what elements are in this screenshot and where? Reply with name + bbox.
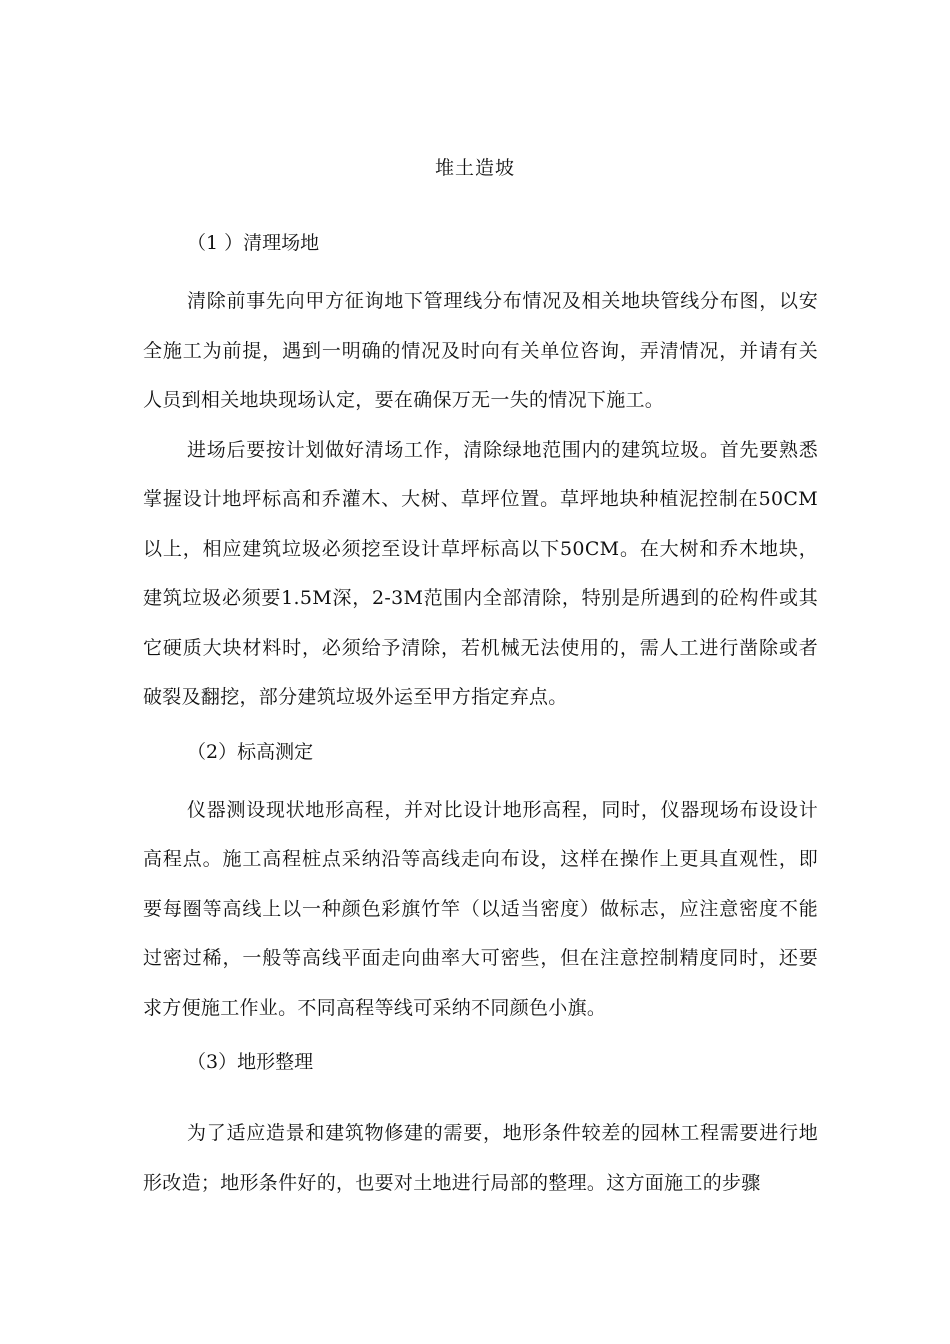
section-3-paragraph-1: 为了适应造景和建筑物修建的需要，地形条件较差的园林工程需要进行地形改造；地形条件好的，也要对土地进行局部的整理。这方面施工的步骤 [143, 1122, 818, 1194]
section-heading-1: （1 ）清理场地 [187, 232, 320, 254]
document-title: 堆土造坡 [434, 157, 515, 179]
section-heading-3: （3）地形整理 [187, 1051, 314, 1073]
document-body [143, 226, 818, 1208]
section-heading-2: （2）标高测定 [187, 740, 314, 763]
section-1-paragraph-1: 清除前事先向甲方征询地下管理线分布情况及相关地块管线分布图，以安全施工为前提，遇到一明确的情况及时向有关单位咨询，弄清情况，并请有关人员到相关地块现场认定，要在确保万无一失的情况下施工。 [143, 290, 818, 411]
section-2-paragraph-1: 仪器测设现状地形高程，并对比设计地形高程，同时，仪器现场布设设计高程点。施工高程桩点采纳沿等高线走向布设，这样在操作上更具直观性，即要每圈等高线上以一种颜色彩旗竹竿（以适当密度）做标志，应注意密度不能过密过稀，一般等高线平面走向曲率大可密些，但在注意控制精度同时，还要求方便施工作业。不同高程等线可采纳不同颜色小旗。 [143, 798, 818, 1019]
section-1-paragraph-2: 进场后要按计划做好清场工作，清除绿地范围内的建筑垃圾。首先要熟悉掌握设计地坪标高和乔灌木、大树、草坪位置。草坪地块种植泥控制在50CM以上，相应建筑垃圾必须挖至设计草坪标高以下50CM。在大树和乔木地块，建筑垃圾必须要1.5M深，2-3M范围内全部清除，特别是所遇到的砼构件或其它硬质大块材料时，必须给予清除，若机械无法使用的，需人工进行凿除或者破裂及翻挖，部分建筑垃圾外运至甲方指定弃点。 [143, 438, 818, 708]
